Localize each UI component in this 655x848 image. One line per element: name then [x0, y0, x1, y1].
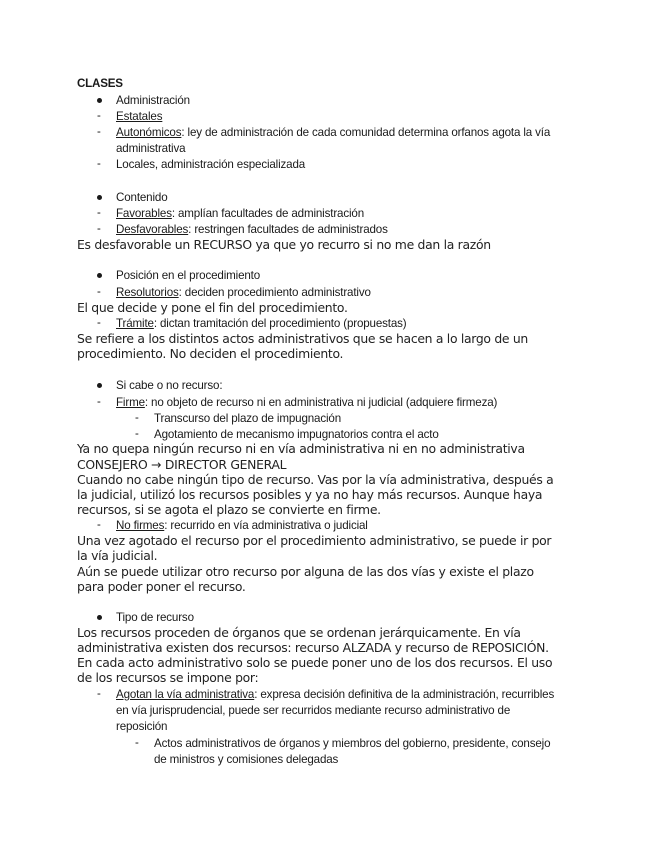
note-paragraph: CONSEJERO → DIRECTOR GENERAL [77, 457, 287, 472]
note-paragraph: Cuando no cabe ningún tipo de recurso. Vas por la vía administrativa, después a [77, 472, 554, 487]
dash-icon: - [97, 286, 101, 298]
item-firme-text: : no objeto de recurso ni en administrativa ni judicial (adquiere firmeza) [144, 396, 498, 409]
term-resolutorios: Resolutorios [116, 286, 179, 299]
dash-icon: - [97, 126, 101, 138]
note-paragraph: para poder poner el recurso. [77, 579, 246, 594]
dash-icon: - [97, 223, 101, 235]
bullet-heading-administracion: Administración [116, 94, 190, 107]
term-tramite: Trámite [116, 317, 154, 330]
subitem-transcurso: Transcurso del plazo de impugnación [154, 412, 342, 425]
term-no-firmes: No firmes [116, 519, 165, 532]
dash-icon: - [135, 428, 139, 440]
dash-icon: - [135, 737, 139, 749]
note-paragraph: Se refiere a los distintos actos administrativos que se hacen a lo largo de un [77, 331, 528, 346]
item-favorables-text: : amplían facultades de administración [171, 207, 365, 220]
term-estatales: Estatales [116, 110, 163, 123]
subitem-actos-cont: de ministros y comisiones delegadas [154, 753, 339, 766]
bullet-icon [97, 615, 102, 620]
item-tramite [116, 318, 407, 330]
item-favorables [116, 208, 364, 220]
item-autonomicos-text: : ley de administración de cada comunidad determina orfanos agota la vía [181, 126, 551, 139]
item-no-firmes [116, 520, 368, 532]
note-paragraph: de los recursos se impone por: [77, 670, 259, 685]
dash-icon: - [97, 207, 101, 219]
item-tramite-text: : dictan tramitación del procedimiento (propuestas) [153, 317, 407, 330]
bullet-heading-contenido: Contenido [116, 191, 168, 204]
item-desfavorables-text: : restringen facultades de administrados [188, 223, 388, 236]
bullet-icon [97, 98, 102, 103]
item-resolutorios [116, 287, 371, 299]
dash-icon: - [97, 158, 101, 170]
item-resolutorios-text: : deciden procedimiento administrativo [178, 286, 371, 299]
section-title: CLASES [77, 77, 123, 90]
note-paragraph: El que decide y pone el fin del procedimiento. [77, 300, 348, 315]
item-no-firmes-text: : recurrido en vía administrativa o judicial [164, 519, 368, 532]
subitem-actos: Actos administrativos de órganos y miembros del gobierno, presidente, consejo [154, 737, 551, 750]
bullet-icon [97, 383, 102, 388]
item-autonomicos [116, 127, 550, 139]
item-agotan-cont: en vía jurisprudencial, puede ser recurridos mediante recurso administrativo de [116, 704, 511, 717]
note-paragraph: Aún se puede utilizar otro recurso por alguna de las dos vías y existe el plazo [77, 564, 534, 579]
item-firme [116, 397, 497, 409]
subitem-agotamiento: Agotamiento de mecanismo impugnatorios contra el acto [154, 428, 439, 441]
note-paragraph: Los recursos proceden de órganos que se ordenan jerárquicamente. En vía [77, 625, 521, 640]
bullet-heading-recurso: Si cabe o no recurso: [116, 379, 223, 392]
term-firme: Firme [116, 396, 145, 409]
item-agotan [116, 689, 554, 701]
item-agotan-text: : expresa decisión definitiva de la administración, recurribles [254, 688, 555, 701]
note-paragraph: Una vez agotado el recurso por el procedimiento administrativo, se puede ir por [77, 533, 552, 548]
item-locales: Locales, administración especializada [116, 158, 306, 171]
term-favorables: Favorables [116, 207, 172, 220]
note-paragraph: la vía judicial. [77, 548, 158, 563]
dash-icon: - [97, 519, 101, 531]
term-agotan: Agotan la vía administrativa [116, 688, 255, 701]
note-paragraph: Es desfavorable un RECURSO ya que yo recurro si no me dan la razón [77, 237, 491, 252]
item-desfavorables [116, 224, 388, 236]
dash-icon: - [97, 317, 101, 329]
note-paragraph: administrativa existen dos recursos: recurso ALZADA y recurso de REPOSICIÓN. [77, 640, 549, 655]
note-paragraph: En cada acto administrativo solo se puede poner uno de los dos recursos. El uso [77, 655, 553, 670]
dash-icon: - [97, 396, 101, 408]
dash-icon: - [135, 412, 139, 424]
note-paragraph: recursos, si se agota el plazo se convierte en firme. [77, 502, 381, 517]
item-autonomicos-cont: administrativa [116, 142, 186, 155]
term-desfavorables: Desfavorables [116, 223, 189, 236]
term-autonomicos: Autonómicos [116, 126, 182, 139]
bullet-icon [97, 273, 102, 278]
note-paragraph: Ya no quepa ningún recurso ni en vía administrativa ni en no administrativa [77, 441, 525, 456]
item-agotan-cont: reposición [116, 720, 168, 733]
bullet-heading-tipo: Tipo de recurso [116, 611, 194, 624]
note-paragraph: la judicial, utilizó los recursos posibles y ya no hay más recursos. Aunque haya [77, 487, 543, 502]
bullet-icon [97, 195, 102, 200]
note-paragraph: procedimiento. No deciden el procedimiento. [77, 346, 344, 361]
bullet-heading-posicion: Posición en el procedimiento [116, 269, 261, 282]
dash-icon: - [97, 110, 101, 122]
dash-icon: - [97, 688, 101, 700]
